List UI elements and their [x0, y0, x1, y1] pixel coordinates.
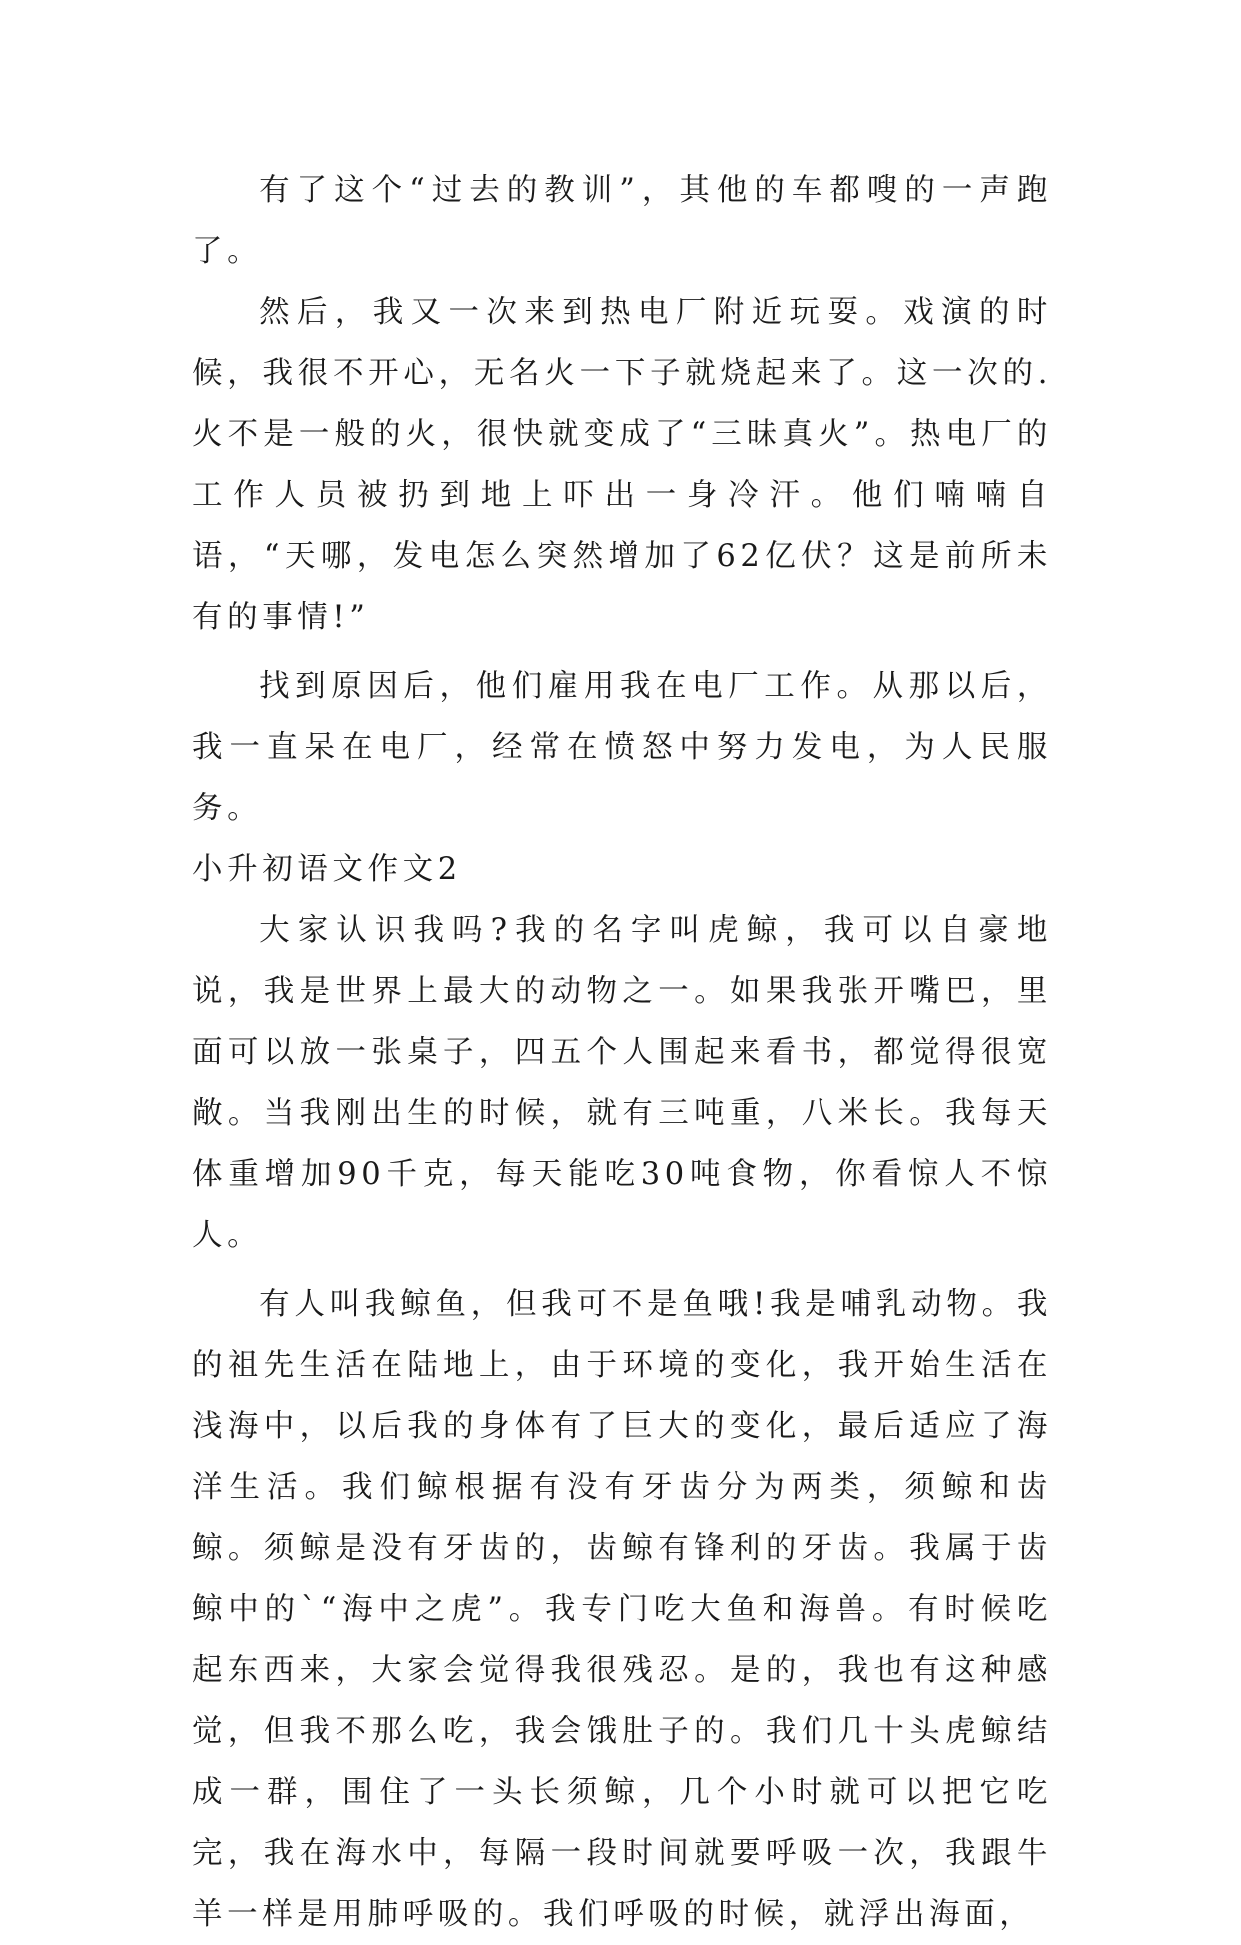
- paragraph-orca-mammal: 有人叫我鲸鱼，但我可不是鱼哦!我是哺乳动物。我的祖先生活在陆地上，由于环境的变化，我开始生活在浅海中，以后我的身体有了巨大的变化，最后适应了海洋生活。我们鲸根据有没有牙齿分为两类，须鲸和齿鲸。须鲸是没有牙齿的，齿鲸有锋利的牙齿。我属于齿鲸中的`“海中之虎”。我专门吃大鱼和海兽。有时候吃起东西来，大家会觉得我很残忍。是的，我也有这种感觉，但我不那么吃，我会饿肚子的。我们几十头虎鲸结成一群，围住了一头长须鲸，几个小时就可以把它吃完，我在海水中，每隔一段时间就要呼吸一次，我跟牛羊一样是用肺呼吸的。我们呼吸的时候，就浮出海面，: [192, 1287, 1052, 1932]
- paragraph-power-plant: 然后，我又一次来到热电厂附近玩耍。戏演的时候，我很不开心，无名火一下子就烧起来了。这一次的.火不是一般的火，很快就变成了“三昧真火”。热电厂的工作人员被扔到地上吓出一身冷汗。他们喃喃自语，“天哪，发电怎么突然增加了62亿伏？这是前所未有的事情!”: [192, 295, 1052, 635]
- paragraph-lesson: 有了这个“过去的教训”，其他的车都嗖的一声跑了。: [192, 173, 1052, 269]
- paragraph-hired: 找到原因后，他们雇用我在电厂工作。从那以后，我一直呆在电厂，经常在愤怒中努力发电，为人民服务。: [192, 669, 1052, 826]
- document-page: [192, 160, 1052, 1945]
- paragraph-orca-intro: 大家认识我吗?我的名字叫虎鲸，我可以自豪地说，我是世界上最大的动物之一。如果我张开嘴巴，里面可以放一张桌子，四五个人围起来看书，都觉得很宽敞。当我刚出生的时候，就有三吨重，八米长。我每天体重增加90千克，每天能吃30吨食物，你看惊人不惊人。: [192, 913, 1052, 1253]
- essay-heading: 小升初语文作文2: [192, 852, 462, 887]
